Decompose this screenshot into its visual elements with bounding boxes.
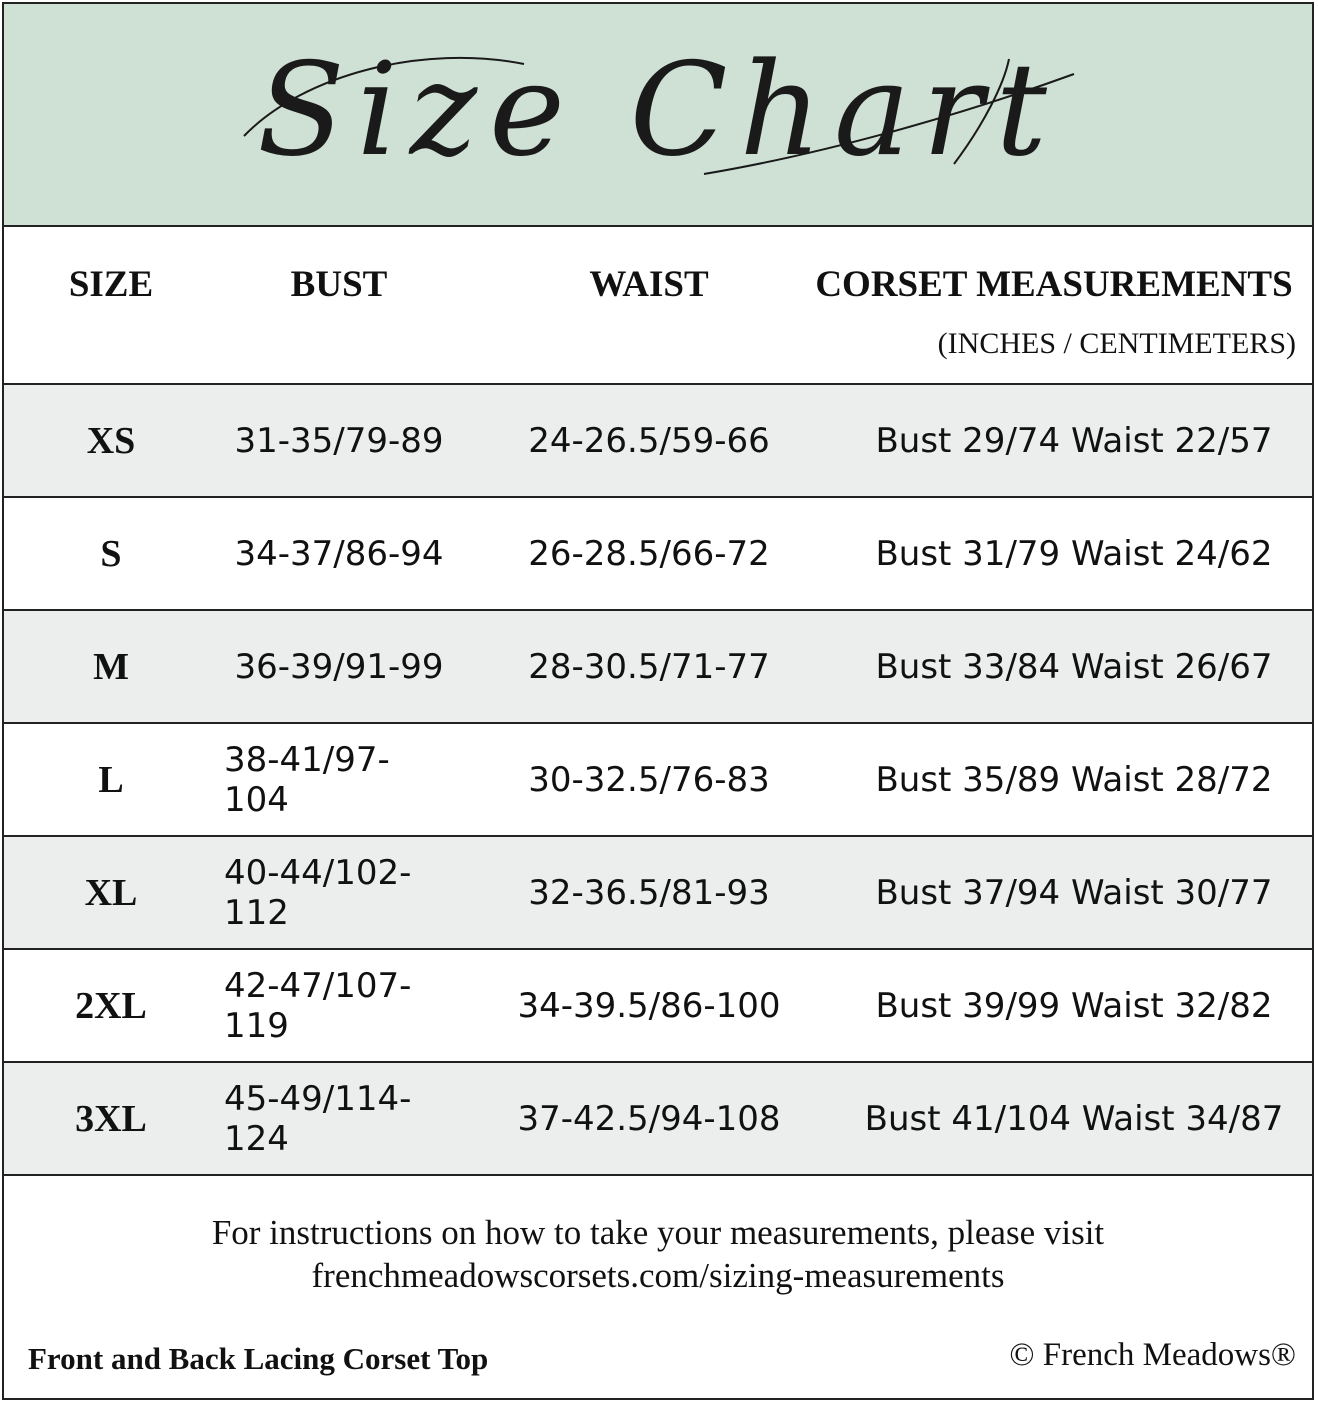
bust-cell: 40-44/102-112 bbox=[224, 852, 412, 933]
column-header-size: SIZE bbox=[68, 264, 154, 305]
size-cell: 3XL bbox=[75, 1097, 147, 1140]
column-header-waist: WAIST bbox=[589, 264, 709, 305]
table-row bbox=[4, 385, 1312, 498]
bust-cell: 45-49/114-124 bbox=[224, 1078, 412, 1159]
column-header-corset-measurements: CORSET MEASUREMENTS bbox=[815, 264, 1293, 305]
waist-cell: 26-28.5/66-72 bbox=[528, 533, 770, 574]
size-cell: M bbox=[93, 645, 129, 688]
corset-cell: Bust 41/104 Waist 34/87 bbox=[864, 1098, 1284, 1139]
corset-cell: Bust 37/94 Waist 30/77 bbox=[875, 872, 1273, 913]
instructions-text: For instructions on how to take your measurements, please visit bbox=[211, 1213, 1105, 1252]
corset-cell: Bust 39/99 Waist 32/82 bbox=[875, 985, 1273, 1026]
corset-cell: Bust 35/89 Waist 28/72 bbox=[875, 759, 1273, 800]
table-header bbox=[4, 227, 1312, 385]
size-chart-card bbox=[2, 2, 1314, 1400]
bust-cell: 42-47/107-119 bbox=[224, 965, 412, 1046]
waist-cell: 32-36.5/81-93 bbox=[528, 872, 770, 913]
copyright-notice: © French Meadows® bbox=[1009, 1337, 1296, 1373]
page-title: Size Chart bbox=[257, 36, 1059, 185]
corset-cell: Bust 31/79 Waist 24/62 bbox=[875, 533, 1273, 574]
bust-cell: 36-39/91-99 bbox=[234, 646, 444, 687]
waist-cell: 28-30.5/71-77 bbox=[528, 646, 770, 687]
bust-cell: 34-37/86-94 bbox=[234, 533, 444, 574]
table-row bbox=[4, 724, 1312, 837]
sizing-url: frenchmeadowscorsets.com/sizing-measurements bbox=[311, 1256, 1005, 1295]
size-cell: L bbox=[98, 758, 124, 801]
product-name: Front and Back Lacing Corset Top bbox=[28, 1341, 489, 1376]
size-cell: XL bbox=[84, 871, 138, 914]
waist-cell: 30-32.5/76-83 bbox=[528, 759, 770, 800]
corset-cell: Bust 33/84 Waist 26/67 bbox=[875, 646, 1273, 687]
waist-cell: 37-42.5/94-108 bbox=[517, 1098, 781, 1139]
corset-cell: Bust 29/74 Waist 22/57 bbox=[875, 420, 1273, 461]
column-header-bust: BUST bbox=[290, 264, 388, 305]
title-banner bbox=[4, 4, 1312, 227]
table-row bbox=[4, 498, 1312, 611]
bust-cell: 38-41/97-104 bbox=[224, 739, 390, 820]
table-row bbox=[4, 837, 1312, 950]
bust-cell: 31-35/79-89 bbox=[234, 420, 444, 461]
size-cell: S bbox=[100, 532, 122, 575]
size-cell: XS bbox=[86, 419, 136, 462]
units-note: (INCHES / CENTIMETERS) bbox=[937, 327, 1296, 360]
size-cell: 2XL bbox=[75, 984, 147, 1027]
table-row bbox=[4, 1063, 1312, 1176]
table-row bbox=[4, 611, 1312, 724]
table-row bbox=[4, 950, 1312, 1063]
waist-cell: 34-39.5/86-100 bbox=[517, 985, 781, 1026]
waist-cell: 24-26.5/59-66 bbox=[528, 420, 770, 461]
